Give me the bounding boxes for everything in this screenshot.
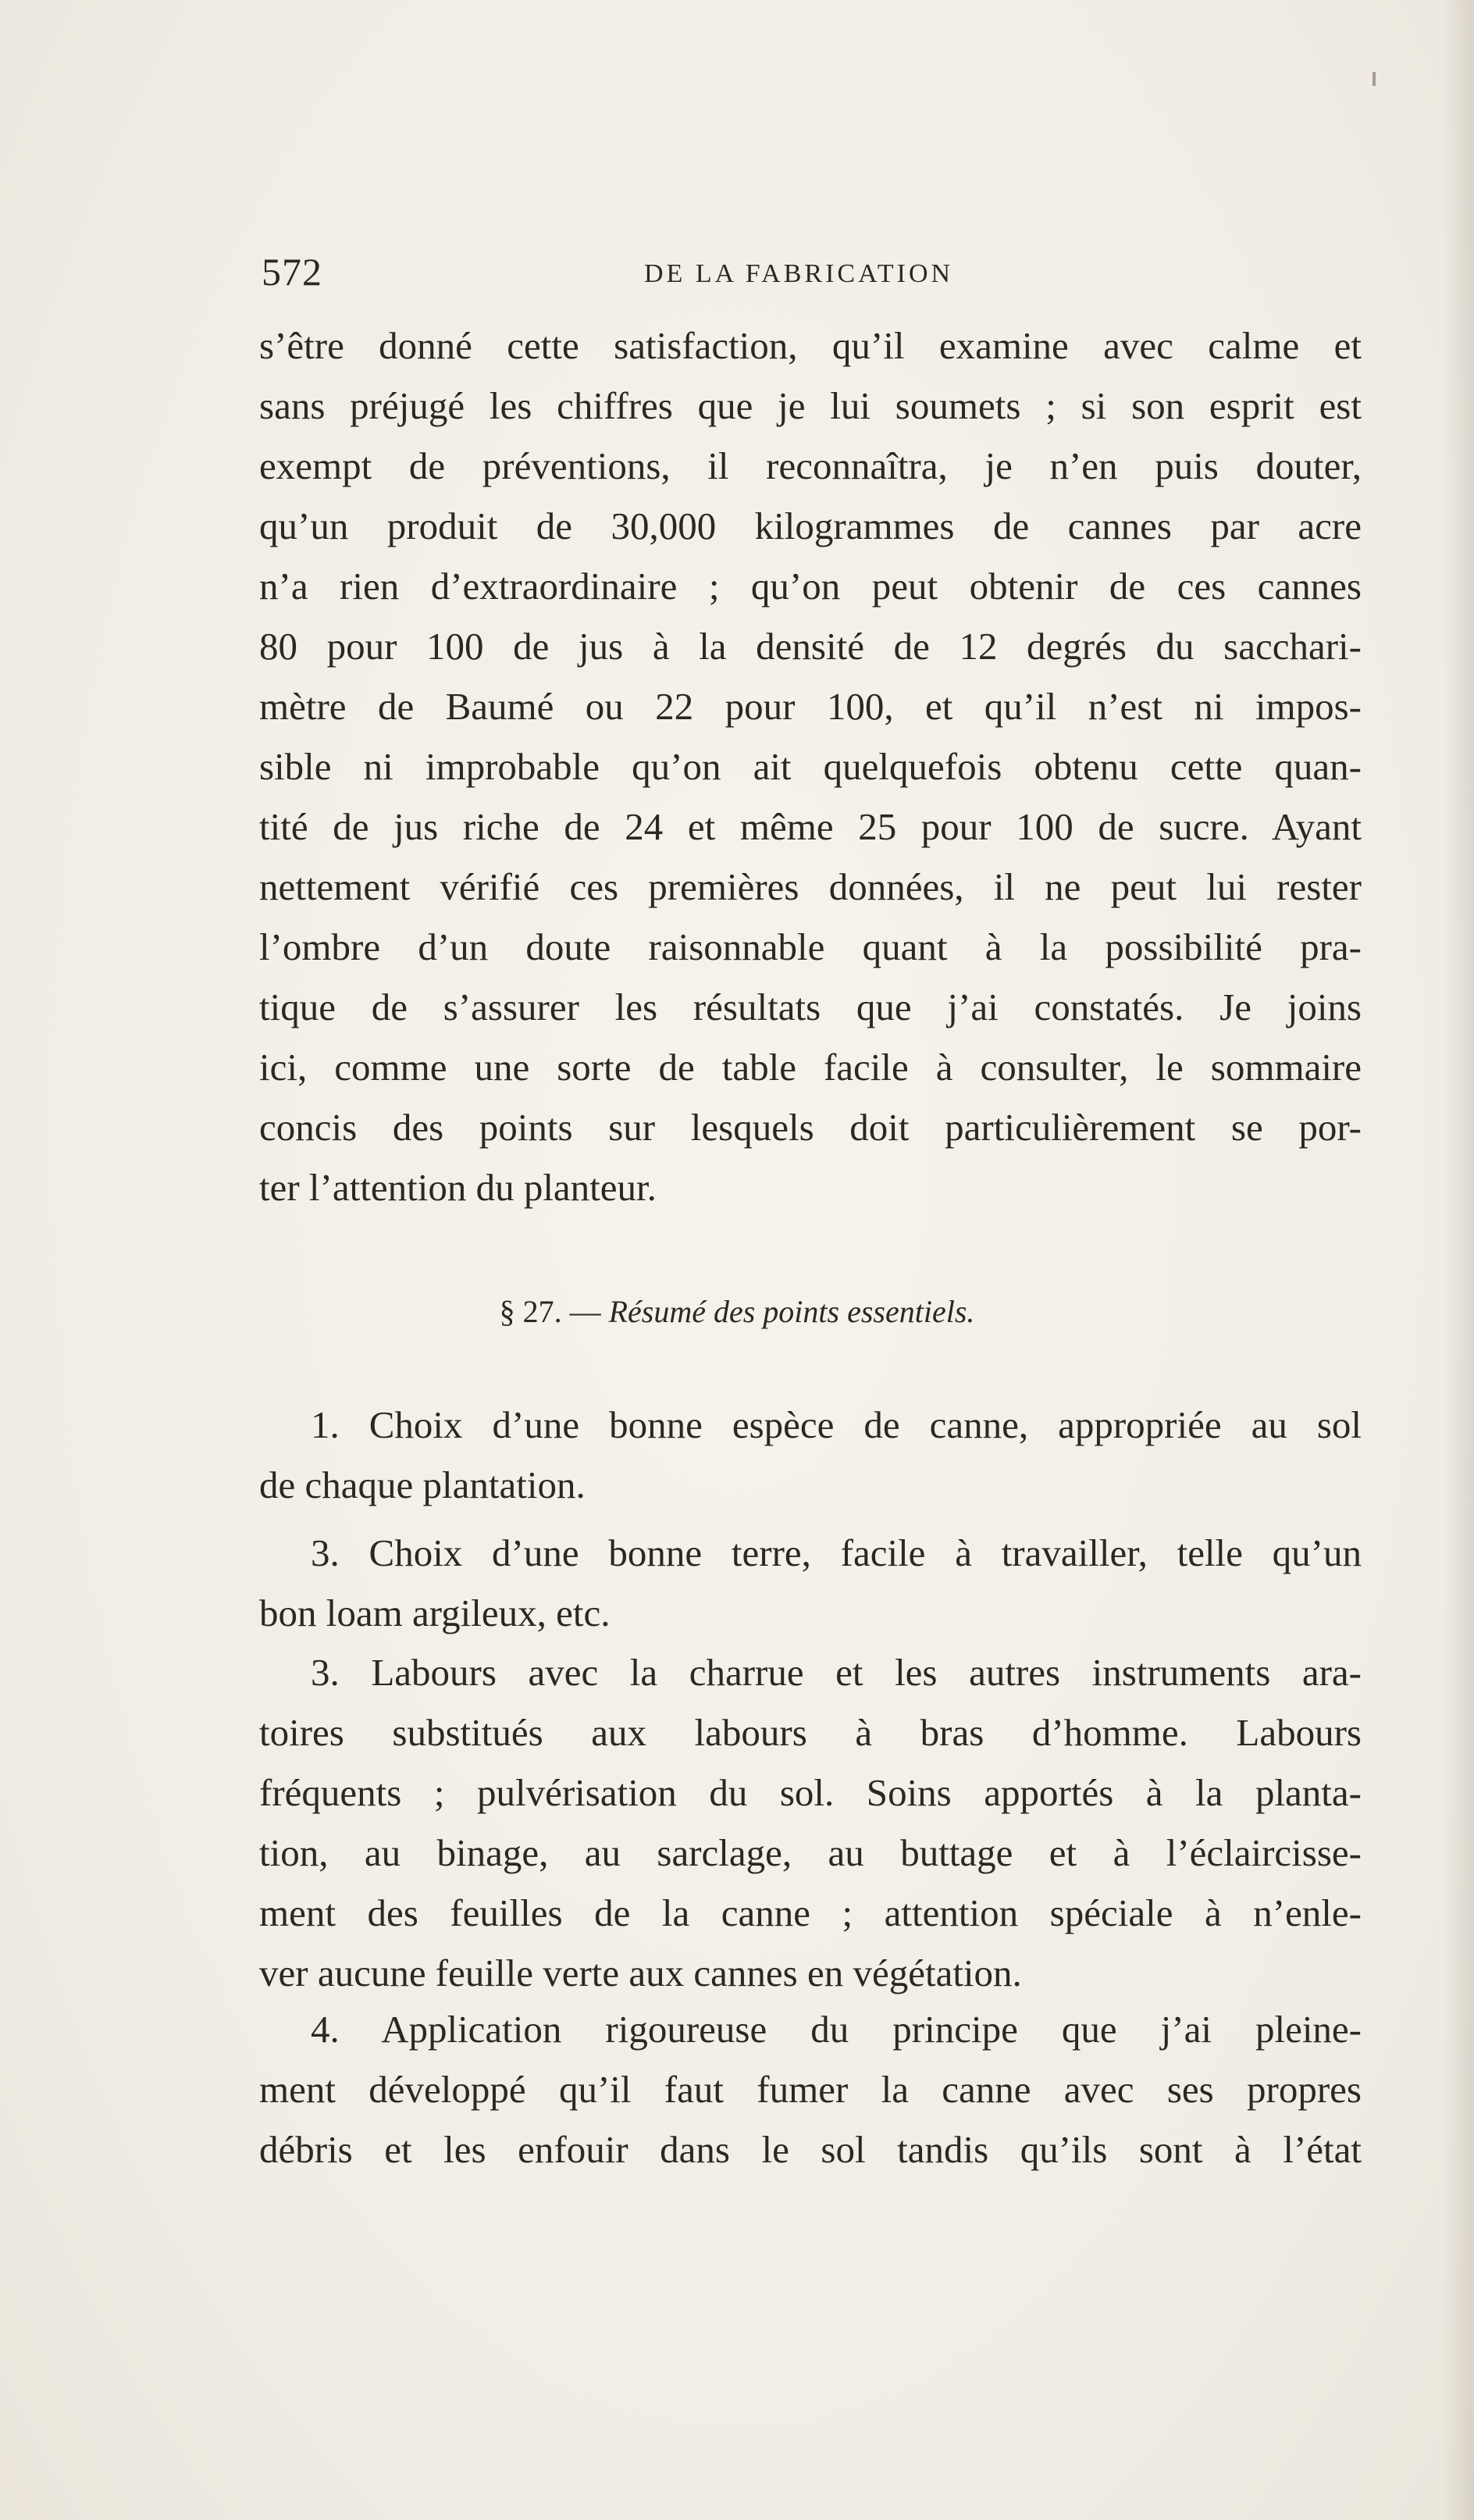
text-line: tion, au binage, au sarclage, au buttage et à l’éclaircisse-: [259, 1831, 1362, 1874]
text-line: exempt de préventions, il reconnaîtra, je n’en puis douter,: [259, 444, 1362, 487]
text-line: s’être donné cette satisfaction, qu’il examine avec calme et: [259, 324, 1362, 367]
page-header: [262, 248, 1374, 295]
text-line: 4. Application rigoureuse du principe que j’ai pleine-: [311, 2008, 1362, 2051]
text-line: ment développé qu’il faut fumer la canne avec ses propres: [259, 2068, 1362, 2111]
point-2: [259, 1523, 1362, 1643]
paragraph-one: [259, 315, 1362, 1217]
text-line: bon loam argileux, etc.: [259, 1591, 611, 1634]
section-number: § 27. —: [499, 1294, 601, 1329]
text-line: 3. Labours avec la charrue et les autres instruments ara-: [311, 1651, 1362, 1694]
page-gutter-shadow: [1443, 0, 1474, 2520]
section-title: Résumé des points essentiels.: [608, 1294, 975, 1329]
text-line: qu’un produit de 30,000 kilogrammes de cannes par acre: [259, 504, 1362, 547]
text-line: tité de jus riche de 24 et même 25 pour 100 de sucre. Ayant: [259, 805, 1362, 848]
text-line: fréquents ; pulvérisation du sol. Soins apportés à la planta-: [259, 1771, 1362, 1814]
point-4: [259, 1999, 1362, 2180]
text-line: ter l’attention du planteur.: [259, 1166, 657, 1209]
page-number: 572: [262, 250, 322, 294]
text-line: 3. Choix d’une bonne terre, facile à travailler, telle qu’un: [311, 1531, 1362, 1574]
text-line: ver aucune feuille verte aux cannes en végétation.: [259, 1951, 1022, 1994]
text-line: ici, comme une sorte de table facile à consulter, le sommaire: [259, 1046, 1362, 1089]
text-line: l’ombre d’un doute raisonnable quant à la possibilité pra-: [259, 925, 1362, 968]
text-line: tique de s’assurer les résultats que j’ai constatés. Je joins: [259, 986, 1362, 1028]
running-head: DE LA FABRICATION: [644, 259, 954, 288]
text-line: ment des feuilles de la canne ; attention spéciale à n’enle-: [259, 1891, 1362, 1934]
point-1: [259, 1395, 1362, 1515]
point-3: [259, 1642, 1362, 2003]
text-line: concis des points sur lesquels doit particulièrement se por-: [259, 1106, 1362, 1149]
text-line: mètre de Baumé ou 22 pour 100, et qu’il n’est ni impos-: [259, 685, 1362, 728]
text-line: sible ni improbable qu’on ait quelquefois obtenu cette quan-: [259, 745, 1362, 788]
text-line: 80 pour 100 de jus à la densité de 12 degrés du sacchari-: [259, 625, 1362, 668]
text-line: sans préjugé les chiffres que je lui soumets ; si son esprit est: [259, 384, 1362, 427]
text-line: toires substitués aux labours à bras d’homme. Labours: [259, 1711, 1362, 1754]
section-heading: [0, 1289, 1474, 1335]
paper-speck: [1373, 72, 1376, 86]
text-line: 1. Choix d’une bonne espèce de canne, appropriée au sol: [311, 1403, 1362, 1446]
text-line: nettement vérifié ces premières données, il ne peut lui rester: [259, 865, 1362, 908]
text-line: de chaque plantation.: [259, 1463, 586, 1506]
text-line: n’a rien d’extraordinaire ; qu’on peut obtenir de ces cannes: [259, 565, 1362, 608]
text-line: débris et les enfouir dans le sol tandis qu’ils sont à l’état: [259, 2128, 1362, 2171]
